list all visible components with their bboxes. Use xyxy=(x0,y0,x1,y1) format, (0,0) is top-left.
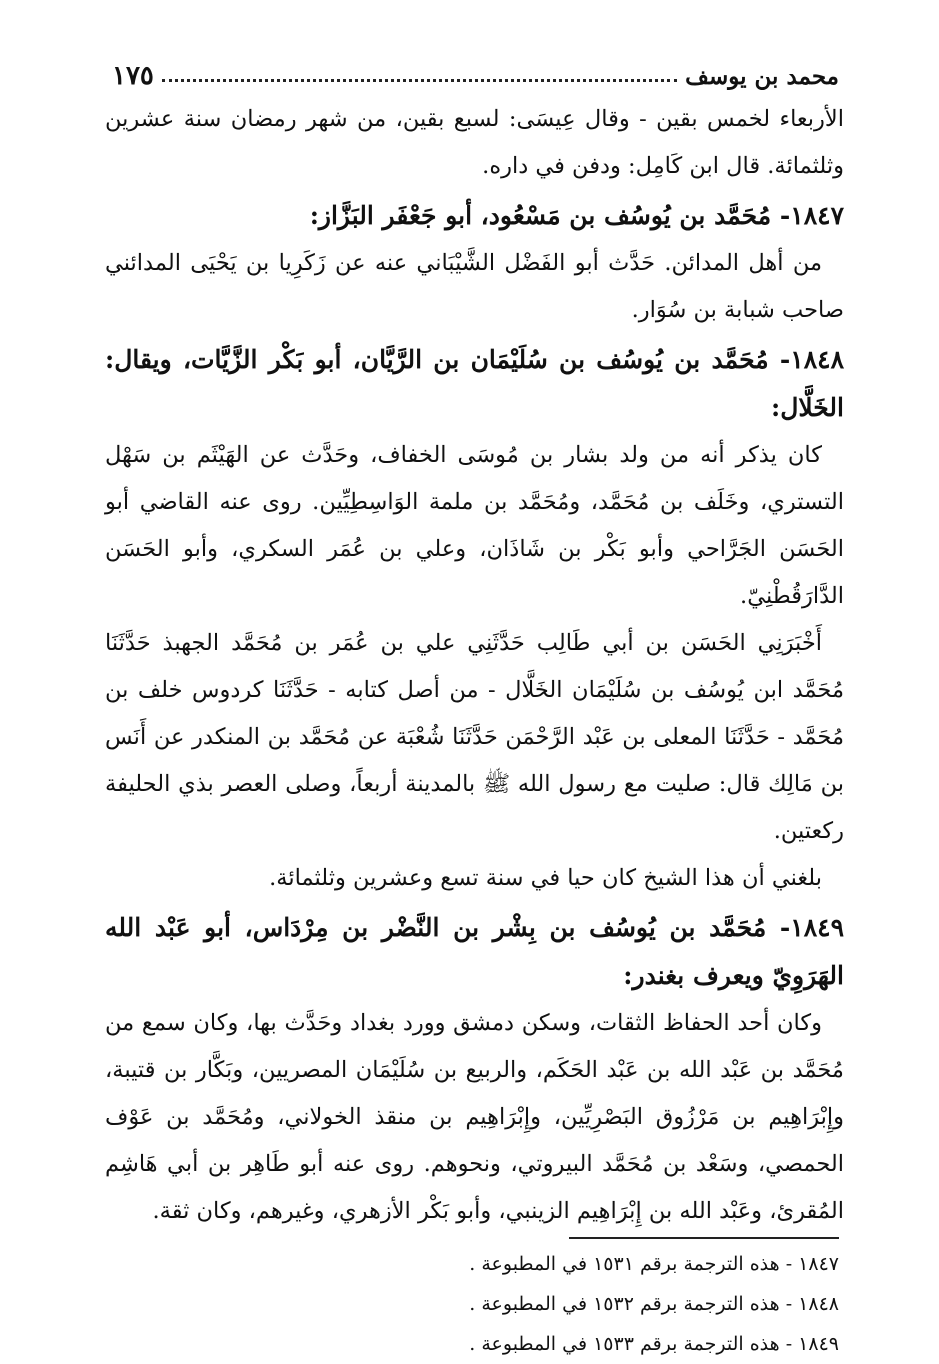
paragraph-1848-note: بلغني أن هذا الشيخ كان حيا في سنة تسع وعشرين وثلثمائة. xyxy=(269,865,822,891)
paragraph-1848-hadith: أَخْبَرَنِي الحَسَن بن أبي طَالِب حَدَّثَنِي علي بن عُمَر بن مُحَمَّد الجهبذ حَدَّثَنَا مُحَمَّد ابن يُوسُف بن سُلَيْمَان الخَلَّال - من أصل كتابه - حَدَّثَنَا كردوس خلف بن مُحَمَّد - حَدَّثَنَا المعلى بن عَبْد الرَّحْمَن حَدَّثَنَا شُعْبَة عن مُحَمَّد بن المنكدر عن أَنَس بن مَالِك قال: صليت مع رسول الله ﷺ بالمدينة أربعاً، وصلى العصر بذي الحليفة ركعتين. xyxy=(105,630,844,844)
page-number: ١٧٥ xyxy=(112,61,154,91)
paragraph-1847: من أهل المدائن. حَدَّث أبو الفَضْل الشَّيْبَاني عنه عن زَكَرِيا بن يَحْيَى المدائني صاحب شبابة بن سُوَار. xyxy=(105,250,844,323)
entry-heading-1848: ١٨٤٨- مُحَمَّد بن يُوسُف بن سُلَيْمَان بن الرَّيَّان، أبو بَكْر الزَّيَّات، ويقال: الخَلَّال: xyxy=(105,345,844,422)
footnote-1848: ١٨٤٨ - هذه الترجمة برقم ١٥٣٢ في المطبوعة . xyxy=(469,1293,839,1315)
paragraph-1848-bio: كان يذكر أنه من ولد بشار بن مُوسَى الخفاف، وحَدَّث عن الهَيْثَم بن سَهْل التستري، وخَلَف بن مُحَمَّد، ومُحَمَّد بن ملمة الوَاسِطِيِّين. روى عنه القاضي أبو الحَسَن الجَرَّاحي وأبو بَكْر بن شَاذَان، وعلي بن عُمَر السكري، وأبو الحَسَن الدَّارَقُطْنِيّ. xyxy=(105,442,844,609)
footnote-separator xyxy=(569,1237,839,1239)
dotted-leader xyxy=(162,79,677,82)
running-title: محمد بن يوسف xyxy=(685,62,839,90)
page-header xyxy=(112,56,839,96)
entry-heading-1847: ١٨٤٧- مُحَمَّد بن يُوسُف بن مَسْعُود، أبو جَعْفَر البَزَّاز: xyxy=(309,201,844,230)
entry-heading-1849: ١٨٤٩- مُحَمَّد بن يُوسُف بن بِشْر بن النَّضْر بن مِرْدَاس، أبو عَبْد الله الهَرَوِيّ ويعرف بغندر: xyxy=(105,913,844,990)
footnote-1849: ١٨٤٩ - هذه الترجمة برقم ١٥٣٣ في المطبوعة . xyxy=(469,1333,839,1355)
footnotes xyxy=(300,1244,839,1364)
paragraph-continuation: الأربعاء لخمس بقين - وقال عِيسَى: لسبع بقين، من شهر رمضان سنة عشرين وثلثمائة. قال ابن كَامِل: ودفن في داره. xyxy=(105,106,844,179)
paragraph-1849: وكان أحد الحفاظ الثقات، وسكن دمشق وورد بغداد وحَدَّث بها، وكان سمع من مُحَمَّد بن عَبْد الله بن عَبْد الحَكَم، والربيع بن سُلَيْمَان المصريين، وبَكَّار بن قتيبة، وإِبْرَاهِيم بن مَرْزُوق البَصْرِيِّين، وإِبْرَاهِيم بن منقذ الخولاني، ومُحَمَّد بن عَوْف الحمصي، وسَعْد بن مُحَمَّد البيروتي، ونحوهم. روى عنه أبو طَاهِر بن أبي هَاشِم المُقرئ، وعَبْد الله بن إِبْرَاهِيم الزينبي، وأبو بَكْر الأزهري، وغيرهم، وكان ثقة. xyxy=(105,1010,844,1224)
footnote-1847: ١٨٤٧ - هذه الترجمة برقم ١٥٣١ في المطبوعة . xyxy=(469,1253,839,1275)
body-text xyxy=(105,96,844,1235)
